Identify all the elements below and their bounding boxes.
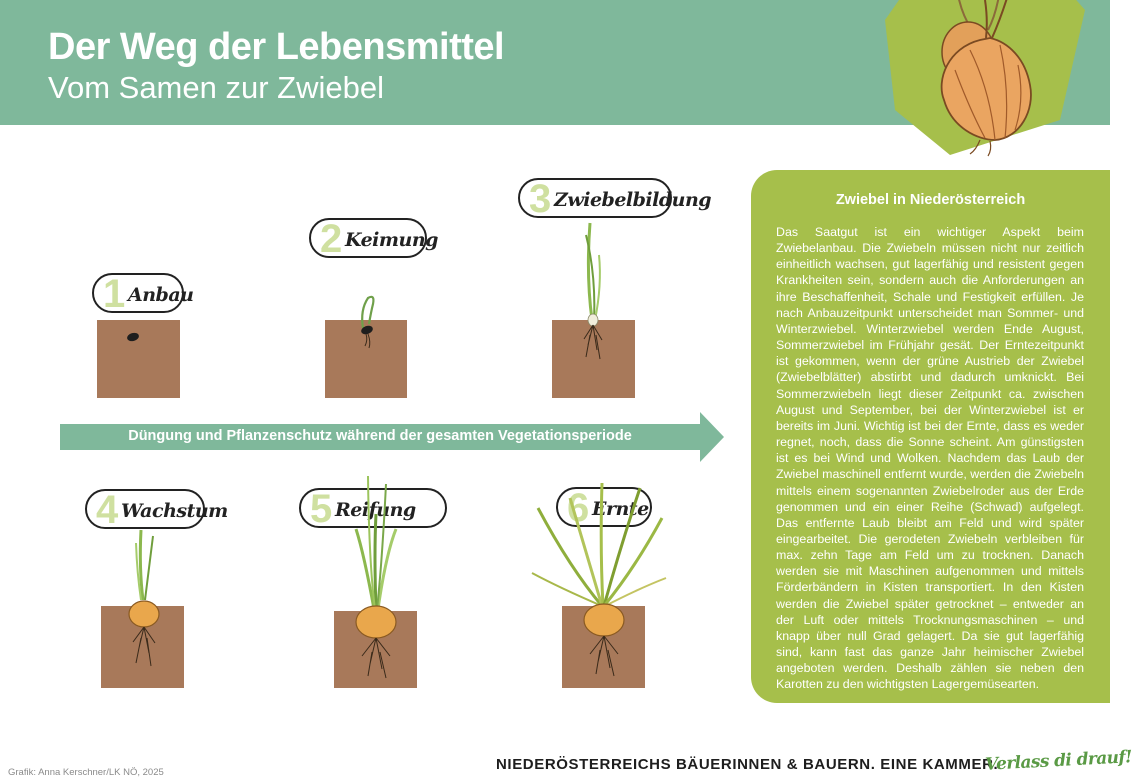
info-title: Zwiebel in Niederösterreich [835, 192, 1026, 208]
onion-illustration [860, 0, 1110, 160]
step-1-number: 1 [103, 272, 126, 316]
step-1-name: Anbau [128, 284, 194, 306]
sprout-icon [325, 290, 407, 398]
onion-plant-icon [334, 474, 417, 684]
step-2-label [309, 217, 438, 261]
step-5-number: 5 [310, 487, 333, 531]
step-3-label [518, 177, 712, 221]
step-4-label [85, 488, 228, 532]
onion-plant-icon [530, 478, 670, 678]
page-subtitle: Vom Samen zur Zwiebel [48, 70, 384, 105]
step-3-number: 3 [529, 177, 552, 221]
step-1-label [92, 272, 194, 316]
step-4-name: Wachstum [121, 500, 228, 522]
info-panel [751, 170, 1110, 703]
info-body: Das Saatgut ist ein wichtiger Aspekt beim Zwiebelanbau. Die Zwiebeln müssen nicht nur zeitlich einheitlich wachsen, gut lagerfähig und resistent gegen Krankheiten sein, sondern auch die Anforderungen an ihre Beschaffenheit, Schale und Festigkeit erfüllen. Je nach Anbauzeitpunkt unterscheidet man Sommer- und Winterzwiebel. Winterzwiebel werden Ende August, Sommerzwiebel im Frühjahr gesät. Der Erntezeitpunkt ist gekommen, wenn der grüne Austrieb der Zwiebel (Zwiebelblätter) abstirbt und dadurch umknickt. Bei Sommerzwiebeln liegt dieser Zeitpunkt ca. zwischen August und September, bei der Winterzwiebel ist er bereits im Juni. Wichtig ist bei der Ernte, dass es weder regnet, noch, dass die Sonne scheint. Am günstigsten ist es bei Wind und Wolken. Nachdem das Laub der Zwiebel maschinell entfernt wurde, werden die Zwiebeln mittels einem sogenannten Zwiebelroder aus der Erde genommen und ein einer Reihe (Schwad) aufgelegt. Das entfernte Laub bleibt am Feld und wird später eingearbeitet. Die gerodeten Zwiebeln verbleiben für max. zehn Tage am Feld um zu trocknen. Danach werden sie mit Maschinen aufgenommen und mittels Förderbändern in Kisten transportiert. In den Kisten werden die Zwiebel später getrocknet – entweder an der Luft oder mittels Trocknungsmaschinen – und knapp über null Grad gelagert. Da sie gut lagerfähig sind, kann fast das ganze Jahr heimischer Zwiebel angeboten werden. Deshalb zählen sie neben den Karotten zu den wichtigsten Lagergemüsearten. [776, 225, 1084, 692]
footer-slogan: Verlass di drauf! [984, 747, 1132, 775]
step-2-number: 2 [320, 217, 343, 261]
step-2-name: Keimung [345, 229, 438, 251]
page-title: Der Weg der Lebensmittel [48, 26, 505, 68]
graphic-credit: Grafik: Anna Kerschner/LK NÖ, 2025 [8, 767, 164, 778]
step-6-name: Ernte [592, 498, 649, 520]
step-4-number: 4 [96, 488, 119, 532]
arrow-caption: Düngung und Pflanzenschutz während der gesamten Vegetationsperiode [128, 428, 632, 444]
step-5-name: Reifung [335, 499, 416, 521]
footer-tagline: NIEDERÖSTERREICHS BÄUERINNEN & BAUERN. EINE KAMMER. [496, 756, 999, 773]
seed-icon [97, 320, 180, 398]
onion-plant-icon [552, 215, 635, 395]
onion-plant-icon [101, 528, 184, 678]
step-6-number: 6 [567, 486, 590, 530]
step-3-name: Zwiebelbildung [554, 189, 712, 211]
